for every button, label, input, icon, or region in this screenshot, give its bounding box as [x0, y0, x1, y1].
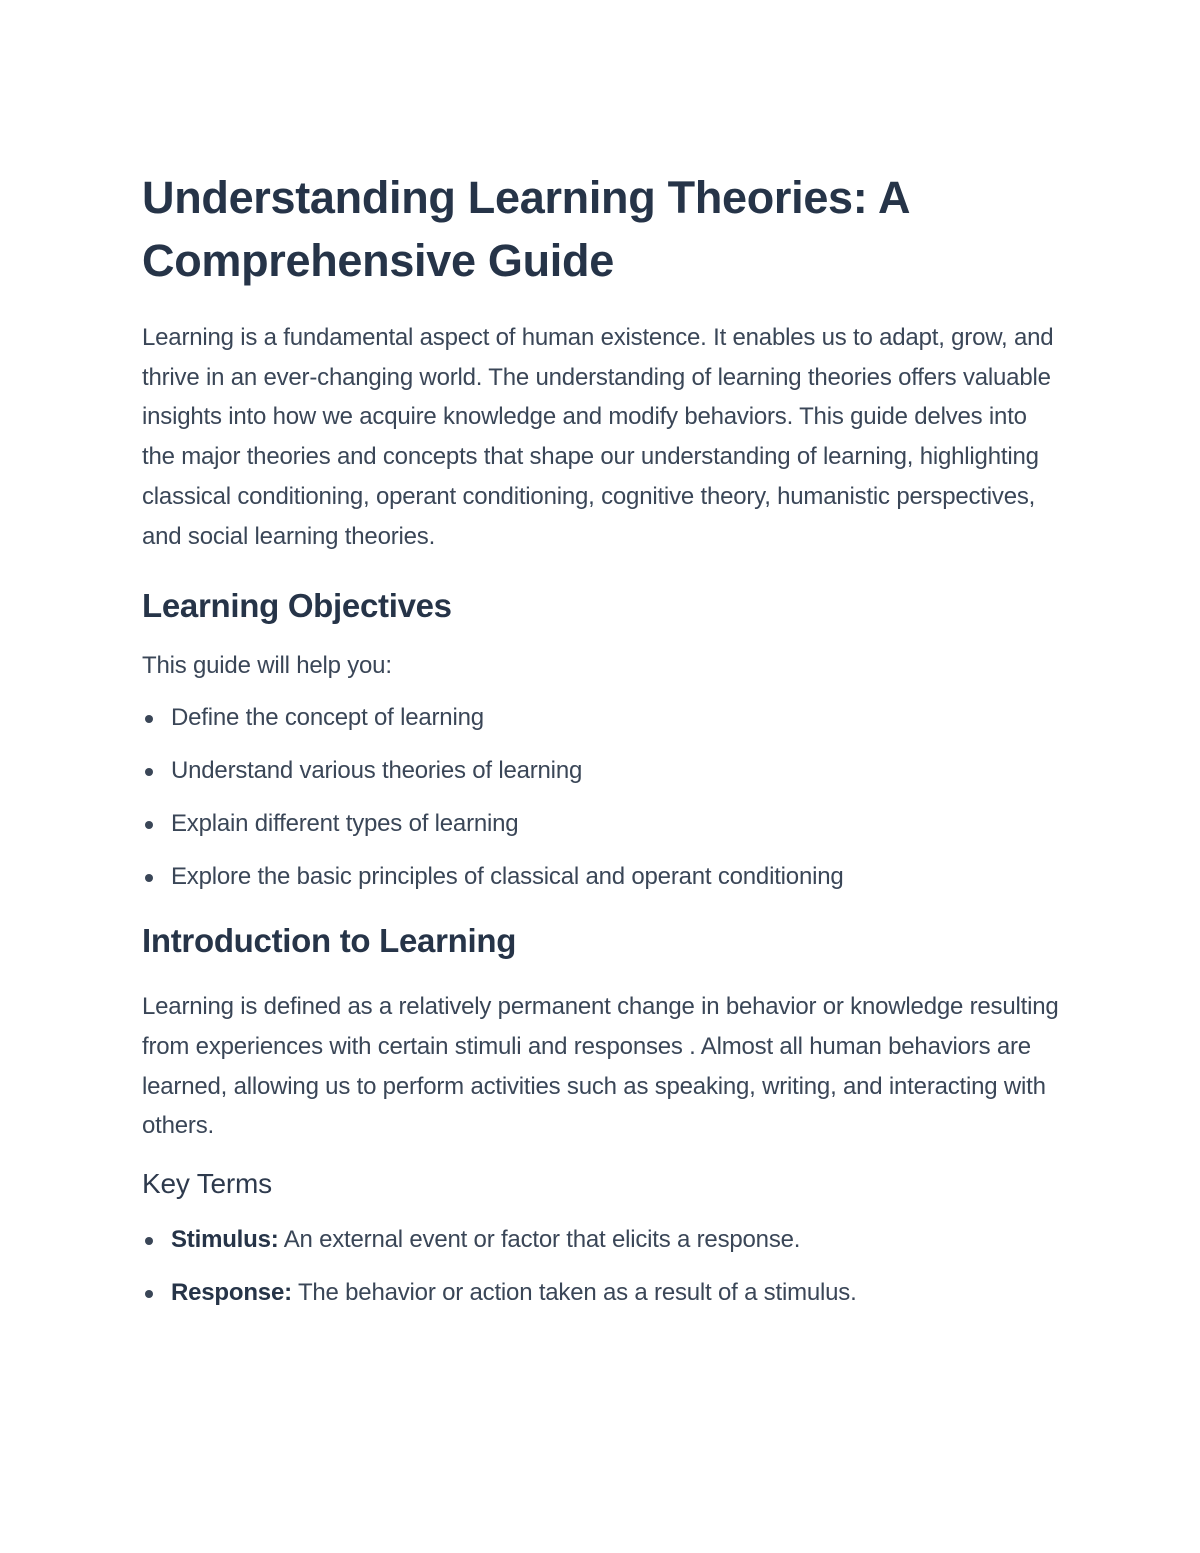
term-definition: An external event or factor that elicits a response.	[278, 1226, 801, 1254]
bullet-icon	[145, 821, 153, 829]
term-label: Response:	[171, 1279, 292, 1307]
list-item	[142, 755, 1062, 787]
list-item-text: Understand various theories of learning	[171, 757, 583, 785]
list-item	[142, 1224, 1062, 1256]
key-terms-list	[142, 1224, 1062, 1309]
list-item	[142, 702, 1062, 734]
bullet-icon	[145, 874, 153, 882]
intro-paragraph: Learning is a fundamental aspect of human existence. It enables us to adapt, grow, and thrive in an ever-changing world. The understanding of learning theories offers valuable insights into how we acquire knowledge and modify behaviors. This guide delves into the major theories and concepts that shape our understanding of learning, highlighting classical conditioning, operant conditioning, cognitive theory, humanistic perspectives, and social learning theories.	[142, 324, 1054, 550]
introduction-paragraph: Learning is defined as a relatively permanent change in behavior or knowledge resulting from experiences with certain stimuli and responses . Almost all human behaviors are learned, allowing us to perform activities such as speaking, writing, and interacting with others.	[142, 993, 1059, 1140]
learning-objectives-heading: Learning Objectives	[142, 587, 452, 625]
list-item	[142, 861, 1062, 893]
page-title: Understanding Learning Theories: A Comprehensive Guide	[142, 172, 909, 286]
document-page	[142, 166, 1062, 1330]
bullet-icon	[145, 715, 153, 723]
bullet-icon	[145, 768, 153, 776]
list-item	[142, 1277, 1062, 1309]
list-item	[142, 808, 1062, 840]
objectives-lead: This guide will help you:	[142, 652, 392, 680]
term-definition: The behavior or action taken as a result of a stimulus.	[291, 1279, 857, 1307]
objectives-list	[142, 702, 1062, 893]
term-label: Stimulus:	[171, 1226, 279, 1254]
introduction-heading: Introduction to Learning	[142, 922, 517, 960]
list-item-text: Define the concept of learning	[171, 704, 484, 732]
list-item-text: Explore the basic principles of classical and operant conditioning	[171, 863, 844, 891]
list-item-text: Explain different types of learning	[171, 810, 519, 838]
key-terms-heading: Key Terms	[142, 1168, 272, 1200]
bullet-icon	[145, 1290, 153, 1298]
bullet-icon	[145, 1237, 153, 1245]
